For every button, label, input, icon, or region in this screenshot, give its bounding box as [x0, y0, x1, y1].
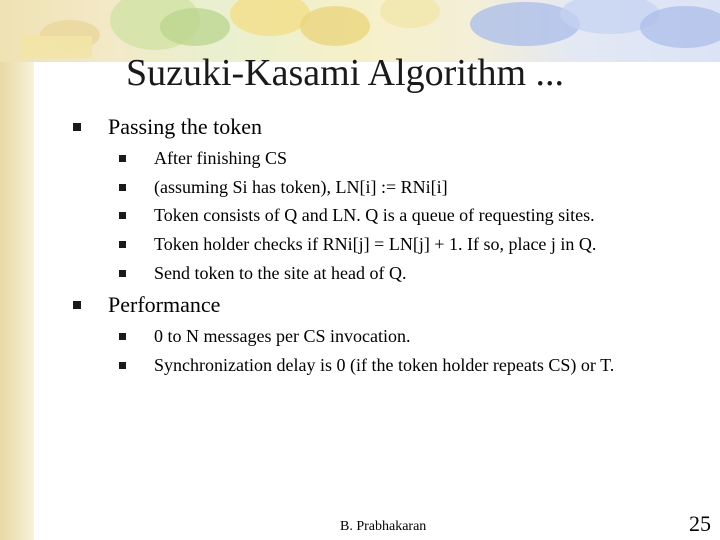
square-bullet-icon [119, 270, 126, 277]
footer-author: B. Prabhakaran [340, 519, 427, 534]
section-heading-passing-token: Passing the token [108, 114, 262, 139]
list-item: Send token to the site at head of Q. [154, 263, 407, 283]
list-item: After finishing CS [154, 148, 287, 168]
square-bullet-icon [119, 241, 126, 248]
square-bullet-icon [119, 155, 126, 162]
square-bullet-icon [119, 212, 126, 219]
list-item: Token consists of Q and LN. Q is a queue of requesting sites. [154, 205, 595, 225]
square-bullet-icon [73, 301, 81, 309]
list-item: Token holder checks if RNi[j] = LN[j] + 1. If so, place j in Q. [154, 234, 597, 254]
section-heading-performance: Performance [108, 292, 221, 317]
square-bullet-icon [119, 362, 126, 369]
list-item: (assuming Si has token), LN[i] := RNi[i] [154, 177, 448, 197]
list-item: 0 to N messages per CS invocation. [154, 326, 411, 346]
page-number: 25 [689, 511, 711, 536]
slide-title: Suzuki-Kasami Algorithm ... [125, 52, 565, 94]
square-bullet-icon [119, 333, 126, 340]
list-item: Synchronization delay is 0 (if the token holder repeats CS) or T. [154, 355, 615, 375]
square-bullet-icon [73, 123, 81, 131]
square-bullet-icon [119, 184, 126, 191]
